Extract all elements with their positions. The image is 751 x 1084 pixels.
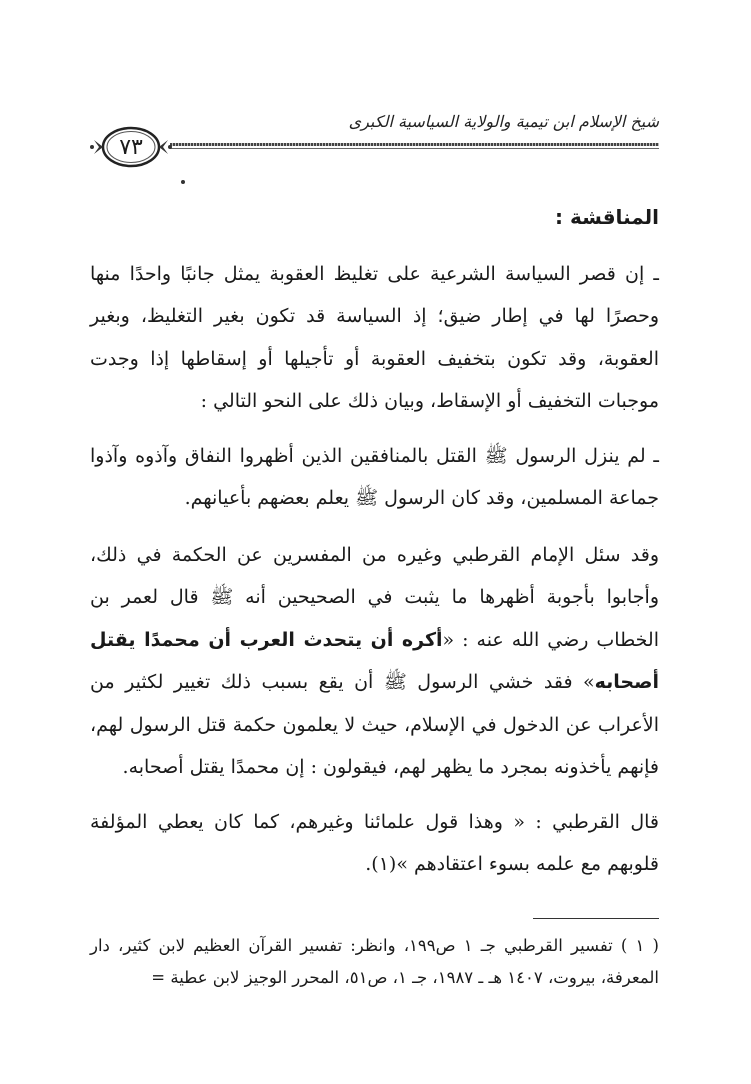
paragraph: ـ إن قصر السياسة الشرعية على تغليظ العقوبة يمثل جانبًا واحدًا منها وحصرًا لها في إطار ضيق؛ إذ السياسة قد تكون بغير التغليظ، وبغير العقوبة، وقد تكون بتخفيف العقوبة أو تأجيلها أو إسقاطها إذا وجدت موجبات التخفيف أو الإسقاط، وبيان ذلك على النحو التالي :	[90, 262, 659, 412]
paragraph-quote: قال القرطبي : « وهذا قول علمائنا وغيرهم، كما كان يعطي المؤلفة قلوبهم مع علمه بسوء اعتقادهم »(١).	[90, 810, 659, 875]
header-rule-thin	[170, 148, 659, 149]
footnote: ( ١ ) تفسير القرطبي جـ ١ ص١٩٩، وانظر: تفسير القرآن العظيم لابن كثير، دار المعرفة، بيروت، ١٤٠٧ هـ ـ ١٩٨٧، جـ ١، ص٥١، المحرر الوجيز لابن عطية =	[90, 936, 659, 987]
paragraph-text: وقد سئل الإمام القرطبي وغيره من المفسرين عن الحكمة في ذلك، وأجابوا بأجوبة أظهرها ما يثبت في الصحيحين أنه ﷺ قال لعمر بن الخطاب رضي الله عنه : «	[90, 543, 659, 651]
paragraph: ـ لم ينزل الرسول ﷺ القتل بالمنافقين الذين أظهروا النفاق وآذوه وآذوا جماعة المسلمين، وقد كان الرسول ﷺ يعلم بعضهم بأعيانهم.	[90, 444, 659, 509]
paragraph-text: » فقد خشي الرسول ﷺ أن يقع بسبب ذلك تغيير لكثير من الأعراب عن الدخول في الإسلام، حيث لا يعلمون حكمة قتل الرسول لهم، فإنهم يأخذونه بمجرد ما يظهر لهم، فيقولون : إن محمدًا يقتل أصحابه.	[90, 671, 659, 778]
section-heading: المناقشة :	[555, 205, 659, 229]
page-number: ٧٣	[119, 134, 143, 160]
paragraph-hadith	[90, 534, 659, 789]
decorative-dot	[181, 180, 185, 184]
running-header-title: شيخ الإسلام ابن تيمية والولاية السياسية الكبرى	[348, 112, 659, 131]
hadith-quote: أكره أن يتحدث العرب أن محمدًا يقتل أصحابه	[90, 628, 659, 693]
page-number-badge	[90, 124, 172, 170]
footnote-separator	[533, 918, 659, 919]
header-rule	[170, 143, 659, 146]
main-text	[90, 190, 659, 898]
